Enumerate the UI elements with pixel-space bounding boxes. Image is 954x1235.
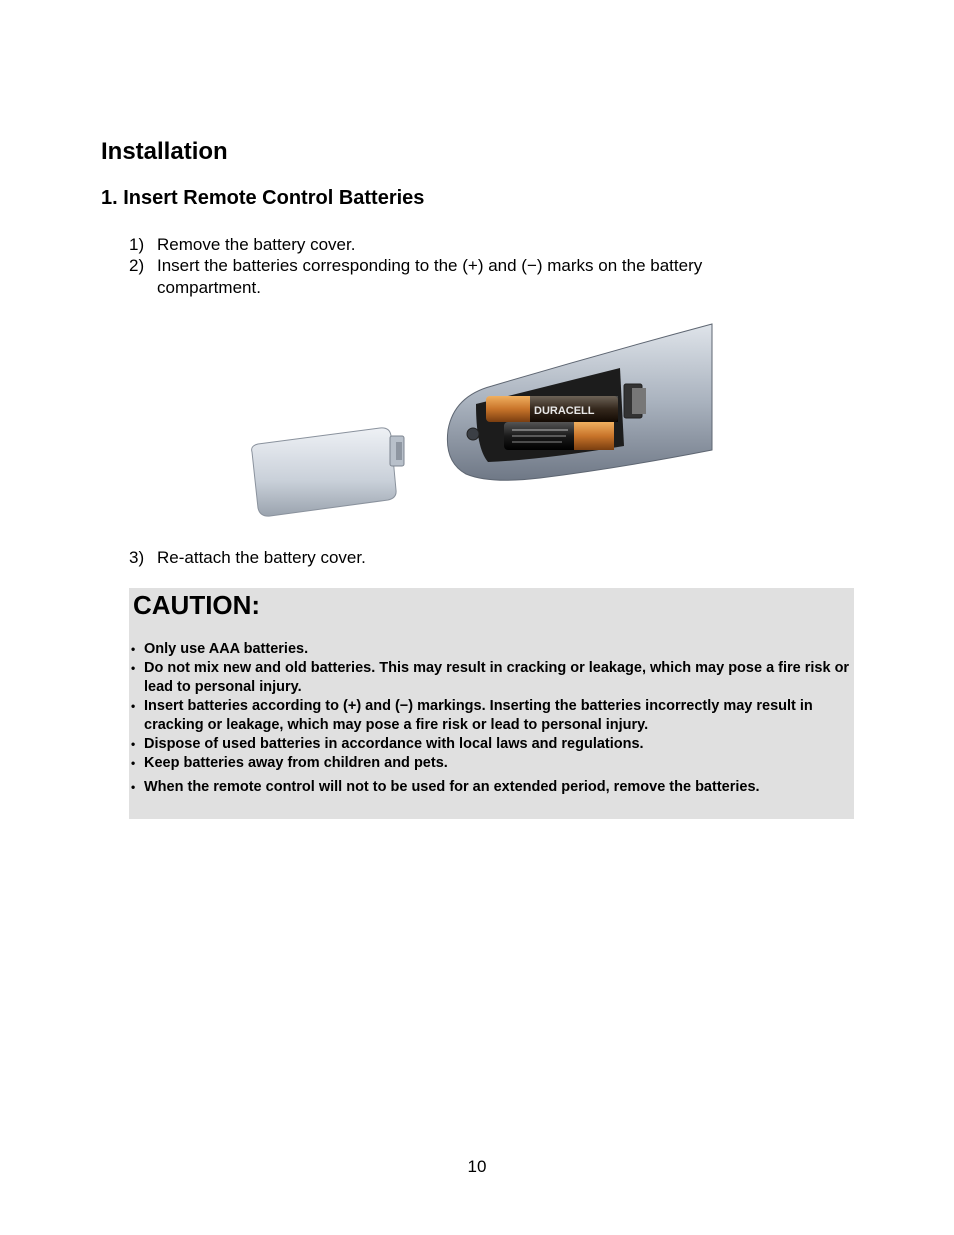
page-heading: Installation (101, 138, 228, 165)
section-heading: 1. Insert Remote Control Batteries (101, 187, 425, 209)
caution-item (129, 659, 854, 697)
caution-item-text: Only use AAA batteries. (144, 641, 309, 657)
caution-item-text: Do not mix new and old batteries. This may result in cracking or leakage, which may pose a fire risk or lead to personal injury. (144, 660, 850, 695)
caution-list (129, 640, 854, 797)
step-number: 3) (129, 548, 145, 567)
battery-cover (252, 428, 404, 516)
caution-item (129, 735, 854, 754)
bullet-icon: • (131, 642, 136, 656)
caution-item-text: Insert batteries according to (+) and (−) markings. Inserting the batteries incorrectly may result in cracking or leakage, which may pose a fire risk or lead to personal injury. (144, 698, 813, 733)
step-text: Remove the battery cover. (157, 235, 356, 254)
caution-item (129, 640, 854, 659)
bullet-icon: • (131, 699, 136, 713)
remote-battery-illustration (240, 318, 716, 522)
caution-item-text: When the remote control will not to be used for an extended period, remove the batteries. (144, 779, 760, 795)
caution-item (129, 778, 854, 797)
step-text: Re-attach the battery cover. (157, 548, 366, 567)
caution-item (129, 697, 854, 735)
bullet-icon: • (131, 661, 136, 675)
step-number: 2) (129, 256, 145, 275)
battery-brand-label: DURACELL (534, 405, 595, 417)
step-number: 1) (129, 235, 145, 254)
step-text: Insert the batteries corresponding to the (+) and (−) marks on the battery compartment. (157, 256, 703, 297)
caution-box (129, 588, 854, 819)
caution-item-text: Keep batteries away from children and pets. (144, 755, 448, 771)
caution-title: CAUTION: (133, 590, 261, 620)
caution-item-text: Dispose of used batteries in accordance with local laws and regulations. (144, 736, 644, 752)
page-number: 10 (467, 1157, 487, 1176)
aaa-batteries (486, 396, 618, 450)
caution-item (129, 754, 854, 773)
bullet-icon: • (131, 737, 136, 751)
bullet-icon: • (131, 756, 136, 770)
bullet-icon: • (131, 780, 136, 794)
